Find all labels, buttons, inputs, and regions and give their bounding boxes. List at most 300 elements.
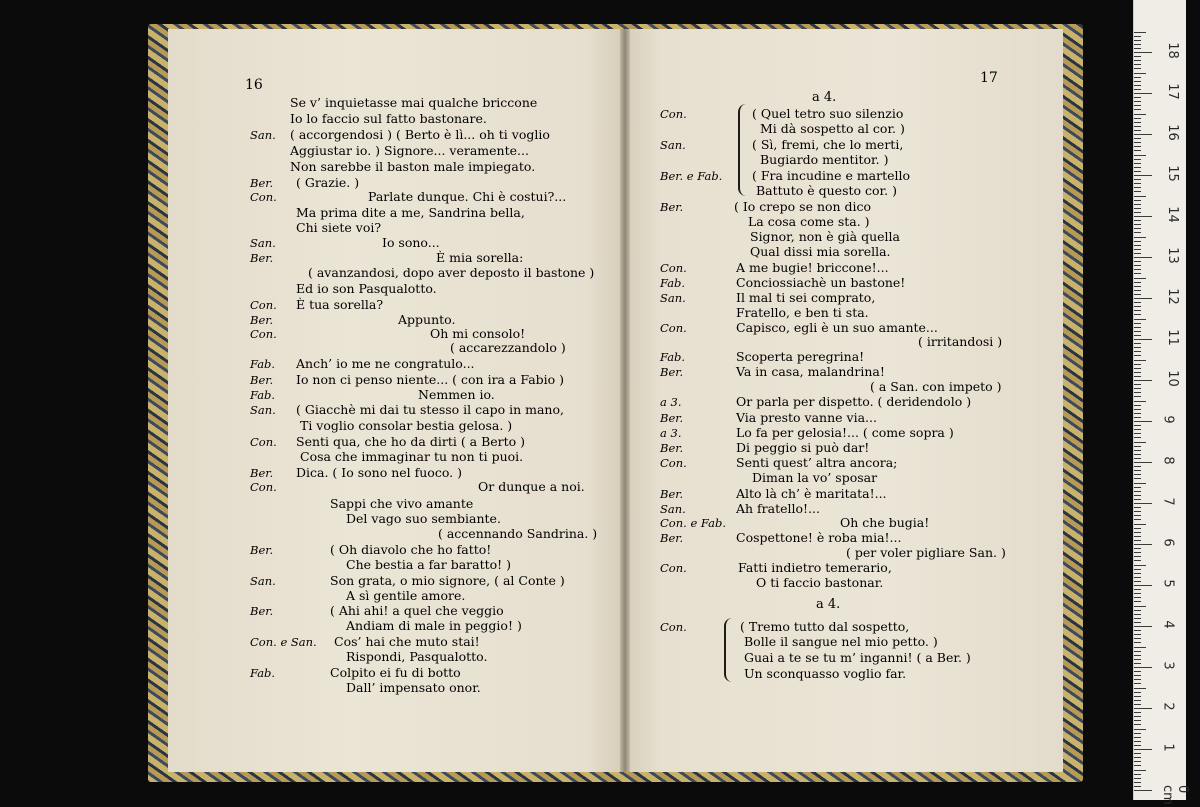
ruler-label: 7	[1160, 497, 1176, 506]
ruler-tick	[1134, 720, 1141, 721]
ruler-tick	[1134, 470, 1141, 471]
right-speaker-label: San.	[660, 291, 686, 305]
ruler-tick	[1134, 409, 1141, 410]
ruler-tick	[1134, 52, 1152, 53]
left-page-number: 16	[245, 77, 263, 93]
ruler-tick	[1134, 60, 1141, 61]
right-verse-line: Qual dissi mia sorella.	[750, 244, 891, 259]
ruler-tick	[1134, 667, 1152, 668]
ruler-tick	[1134, 126, 1141, 127]
left-verse-line: ( accennando Sandrina. )	[438, 526, 598, 541]
ruler-tick	[1134, 724, 1141, 725]
ruler-tick	[1134, 782, 1141, 783]
right-speaker-label: Ber.	[660, 411, 684, 425]
ruler-tick	[1134, 286, 1141, 287]
ruler-tick	[1134, 524, 1146, 525]
right-speaker-label: Con. e Fab.	[660, 516, 726, 530]
ruler-tick	[1134, 749, 1152, 750]
ruler-tick	[1134, 487, 1141, 488]
left-speaker-label: San.	[250, 403, 276, 417]
right-verse-line: Bolle il sangue nel mio petto. )	[744, 634, 938, 649]
ruler-tick	[1134, 532, 1141, 533]
ruler-tick	[1134, 237, 1146, 238]
right-verse-line: Capisco, egli è un suo amante...	[736, 320, 938, 335]
ruler-tick	[1134, 437, 1141, 438]
book-gutter	[620, 29, 630, 772]
ruler-tick	[1134, 187, 1141, 188]
left-speaker-label: Fab.	[250, 666, 276, 680]
ruler-tick	[1134, 167, 1141, 168]
ruler-tick	[1134, 220, 1141, 221]
ruler-tick	[1134, 118, 1141, 119]
ruler-tick	[1134, 745, 1141, 746]
right-verse-line: Senti quest’ altra ancora;	[736, 455, 898, 470]
ruler-tick	[1134, 708, 1152, 709]
ensemble-heading-top: a 4.	[812, 90, 837, 105]
ruler-tick	[1134, 81, 1141, 82]
left-verse-line: Ed io son Pasqualotto.	[296, 281, 437, 296]
right-speaker-label: San.	[660, 138, 686, 152]
ruler-tick	[1134, 269, 1141, 270]
right-verse-line: ( Fra incudine e martello	[752, 168, 911, 183]
ruler-tick	[1134, 528, 1141, 529]
ruler-tick	[1134, 552, 1141, 553]
ruler-tick	[1134, 343, 1141, 344]
ruler-tick	[1134, 364, 1141, 365]
ruler-tick	[1134, 601, 1141, 602]
ruler-tick	[1134, 36, 1141, 37]
left-speaker-label: Con.	[250, 298, 277, 312]
ruler-label: 2	[1160, 702, 1176, 711]
ruler-tick	[1134, 642, 1141, 643]
ruler-tick	[1134, 737, 1141, 738]
ruler-tick	[1134, 458, 1141, 459]
right-verse-line: ( Sì, fremi, che lo merti,	[752, 137, 904, 152]
ruler-tick	[1134, 183, 1141, 184]
ruler-tick	[1134, 319, 1146, 320]
ruler-tick	[1134, 560, 1141, 561]
ruler-tick	[1134, 433, 1141, 434]
ruler-tick	[1134, 692, 1141, 693]
ruler-tick	[1134, 138, 1141, 139]
left-verse-line: Non sarebbe il baston male impiegato.	[290, 159, 536, 174]
ruler-tick	[1134, 655, 1141, 656]
ruler-label: 14	[1164, 206, 1180, 223]
ruler-tick	[1134, 175, 1152, 176]
ruler-tick	[1134, 585, 1152, 586]
ruler-tick	[1134, 232, 1141, 233]
ruler-tick	[1134, 323, 1141, 324]
ruler-tick	[1134, 659, 1141, 660]
ruler-tick	[1134, 130, 1141, 131]
right-speaker-label: Ber.	[660, 487, 684, 501]
left-verse-line: Son grata, o mio signore, ( al Conte )	[330, 573, 565, 588]
ruler-tick	[1134, 704, 1141, 705]
ruler-tick	[1134, 753, 1141, 754]
right-verse-line: Lo fa per gelosia!... ( come sopra )	[736, 425, 954, 440]
ruler-tick	[1134, 548, 1141, 549]
left-verse-line: È tua sorella?	[296, 297, 384, 312]
left-verse-line: Or dunque a noi.	[478, 479, 585, 494]
ruler-tick	[1134, 442, 1146, 443]
ruler-tick	[1134, 507, 1141, 508]
ruler-tick	[1134, 417, 1141, 418]
left-speaker-label: Ber.	[250, 313, 274, 327]
ruler-tick	[1134, 519, 1141, 520]
ruler-tick	[1134, 663, 1141, 664]
ruler-tick	[1134, 679, 1141, 680]
ruler-tick	[1134, 474, 1141, 475]
ruler-tick	[1134, 446, 1141, 447]
ruler-tick	[1134, 589, 1141, 590]
ruler-tick	[1134, 339, 1152, 340]
right-page-number: 17	[980, 70, 998, 86]
ruler-tick	[1134, 146, 1141, 147]
ruler-tick	[1134, 593, 1141, 594]
ruler-tick	[1134, 32, 1146, 33]
ruler-label: 8	[1160, 456, 1176, 465]
right-verse-line: Alto là ch’ è maritata!...	[736, 486, 887, 501]
ruler-tick	[1134, 462, 1152, 463]
left-verse-line: Cosa che immaginar tu non ti puoi.	[300, 449, 524, 464]
ruler-tick	[1134, 647, 1146, 648]
ensemble-brace-bottom	[724, 618, 734, 682]
ruler-tick	[1134, 278, 1146, 279]
ruler-tick	[1134, 196, 1146, 197]
ruler-tick	[1134, 618, 1141, 619]
ruler-tick	[1134, 155, 1146, 156]
left-verse-line: Ti voglio consolar bestia gelosa. )	[300, 418, 513, 433]
ruler-tick	[1134, 478, 1141, 479]
ruler-tick	[1134, 228, 1141, 229]
ruler-tick	[1134, 347, 1141, 348]
ruler-tick	[1134, 282, 1141, 283]
ruler-tick	[1134, 425, 1141, 426]
ensemble-brace-top	[738, 104, 748, 196]
left-verse-line: Rispondi, Pasqualotto.	[346, 649, 488, 664]
ruler-label: 6	[1160, 538, 1176, 547]
left-speaker-label: Fab.	[250, 388, 276, 402]
ruler-tick	[1134, 200, 1141, 201]
left-speaker-label: Con.	[250, 435, 277, 449]
ruler-tick	[1134, 761, 1141, 762]
left-speaker-label: San.	[250, 236, 276, 250]
left-speaker-label: Con. e San.	[250, 635, 317, 649]
left-verse-line: A sì gentile amore.	[346, 588, 466, 603]
ruler-tick	[1134, 150, 1141, 151]
ruler-tick	[1134, 556, 1141, 557]
ruler-tick	[1134, 499, 1141, 500]
ruler-label: 17	[1164, 83, 1180, 100]
ruler-tick	[1134, 249, 1141, 250]
ruler-tick	[1134, 729, 1146, 730]
ruler-label: 13	[1164, 247, 1180, 264]
left-verse-line: Chi siete voi?	[296, 220, 382, 235]
ruler-tick	[1134, 134, 1152, 135]
right-verse-line: Scoperta peregrina!	[736, 349, 865, 364]
right-speaker-label: a 3.	[660, 426, 682, 440]
ruler-tick	[1134, 114, 1146, 115]
ruler-label: 5	[1160, 579, 1176, 588]
ruler-tick	[1134, 466, 1141, 467]
ruler-tick	[1134, 577, 1141, 578]
left-speaker-label: Ber.	[250, 543, 274, 557]
right-verse-line: Guai a te se tu m’ inganni! ( a Ber. )	[744, 650, 971, 665]
left-verse-line: ( accarezzandolo )	[450, 340, 566, 355]
right-verse-line: A me bugie! briccone!...	[736, 260, 889, 275]
right-verse-line: Fatti indietro temerario,	[738, 560, 892, 575]
right-verse-line: Fratello, e ben ti sta.	[736, 305, 869, 320]
left-verse-line: Senti qua, che ho da dirti ( a Berto )	[296, 434, 526, 449]
ruler-tick	[1134, 392, 1141, 393]
left-verse-line: Cos’ hai che muto stai!	[334, 634, 480, 649]
ruler-tick	[1134, 97, 1141, 98]
ruler-tick	[1134, 77, 1141, 78]
ruler-tick	[1134, 774, 1141, 775]
ruler-label: 4	[1160, 620, 1176, 629]
ruler-tick	[1134, 40, 1141, 41]
ruler-tick	[1134, 310, 1141, 311]
ruler-tick	[1134, 257, 1152, 258]
right-verse-line: Bugiardo mentitor. )	[760, 152, 889, 167]
left-verse-line: Se v’ inquietasse mai qualche briccone	[290, 95, 538, 110]
left-speaker-label: Fab.	[250, 357, 276, 371]
ruler-tick	[1134, 109, 1141, 110]
measuring-ruler	[1133, 0, 1190, 805]
ruler-tick	[1134, 503, 1152, 504]
ruler-label: 3	[1160, 661, 1176, 670]
right-verse-line: Conciossiachè un bastone!	[736, 275, 906, 290]
ruler-tick	[1134, 273, 1141, 274]
right-verse-line: Oh che bugia!	[840, 515, 930, 530]
ruler-tick	[1134, 696, 1141, 697]
ruler-tick	[1134, 376, 1141, 377]
right-verse-line: Va in casa, malandrina!	[736, 364, 885, 379]
ruler-tick	[1134, 380, 1152, 381]
ruler-tick	[1134, 483, 1146, 484]
ruler-tick	[1134, 396, 1141, 397]
right-verse-line: La cosa come sta. )	[748, 214, 870, 229]
right-verse-line: Cospettone! è roba mia!...	[736, 530, 902, 545]
ruler-tick	[1134, 355, 1141, 356]
left-speaker-label: Con.	[250, 327, 277, 341]
right-verse-line: Il mal ti sei comprato,	[736, 290, 876, 305]
ruler-tick	[1134, 351, 1141, 352]
ruler-tick	[1134, 778, 1141, 779]
right-verse-line: Or parla per dispetto. ( deridendolo )	[736, 394, 972, 409]
right-speaker-label: Ber. e Fab.	[660, 169, 723, 183]
ruler-tick	[1134, 757, 1141, 758]
left-verse-line: Sappi che vivo amante	[330, 496, 474, 511]
left-verse-line: Dall’ impensato onor.	[346, 680, 481, 695]
ruler-tick	[1134, 204, 1141, 205]
ruler-tick	[1134, 536, 1141, 537]
ruler-tick	[1134, 224, 1141, 225]
ruler-tick	[1134, 626, 1152, 627]
ruler-tick	[1134, 610, 1141, 611]
left-verse-line: Del vago suo sembiante.	[346, 511, 501, 526]
ruler-tick	[1134, 388, 1141, 389]
ruler-tick	[1134, 491, 1141, 492]
right-verse-line: Un sconquasso voglio far.	[744, 666, 907, 681]
ruler-tick	[1134, 515, 1141, 516]
ruler-label: 12	[1164, 288, 1180, 305]
ruler-tick	[1134, 44, 1141, 45]
ruler-tick	[1134, 105, 1141, 106]
ruler-tick	[1134, 48, 1141, 49]
left-speaker-label: Ber.	[250, 466, 274, 480]
ruler-tick	[1134, 741, 1141, 742]
ruler-tick	[1134, 68, 1141, 69]
right-speaker-label: Ber.	[660, 365, 684, 379]
left-verse-line: Ma prima dite a me, Sandrina bella,	[296, 205, 525, 220]
ruler-tick	[1134, 171, 1141, 172]
left-verse-line: Oh mi consolo!	[430, 326, 526, 341]
ruler-tick	[1134, 265, 1141, 266]
ruler-tick	[1134, 770, 1146, 771]
ruler-tick	[1134, 64, 1141, 65]
ruler-tick	[1134, 179, 1141, 180]
ruler-tick	[1134, 634, 1141, 635]
ruler-tick	[1134, 688, 1146, 689]
right-speaker-label: San.	[660, 502, 686, 516]
right-speaker-label: Ber.	[660, 441, 684, 455]
ruler-tick	[1134, 651, 1141, 652]
left-verse-line: Andiam di male in peggio! )	[346, 618, 522, 633]
ruler-tick	[1134, 405, 1141, 406]
ruler-tick	[1134, 413, 1141, 414]
right-speaker-label: Ber.	[660, 200, 684, 214]
left-verse-line: ( Oh diavolo che ho fatto!	[330, 542, 492, 557]
left-speaker-label: San.	[250, 128, 276, 142]
ruler-tick	[1134, 544, 1152, 545]
ruler-tick	[1134, 159, 1141, 160]
left-verse-line: Anch’ io me ne congratulo...	[296, 356, 475, 371]
ruler-tick	[1134, 294, 1141, 295]
right-verse-line: Di peggio si può dar!	[736, 440, 870, 455]
left-verse-line: ( Giacchè mi dai tu stesso il capo in mano,	[296, 402, 564, 417]
ruler-tick	[1134, 212, 1141, 213]
ruler-tick	[1134, 331, 1141, 332]
ruler-tick	[1134, 85, 1141, 86]
left-speaker-label: Ber.	[250, 373, 274, 387]
right-speaker-label: Con.	[660, 107, 687, 121]
ruler-label: 16	[1164, 124, 1180, 141]
ruler-tick	[1134, 622, 1141, 623]
ruler-tick	[1134, 511, 1141, 512]
ruler-label: 18	[1164, 42, 1180, 59]
ruler-tick	[1134, 327, 1141, 328]
left-speaker-label: Ber.	[250, 604, 274, 618]
right-speaker-label: Con.	[660, 456, 687, 470]
ruler-tick	[1134, 56, 1141, 57]
ruler-label: 1	[1160, 743, 1176, 752]
left-verse-line: ( Grazie. )	[296, 175, 360, 190]
ruler-tick	[1134, 565, 1146, 566]
ruler-tick	[1134, 683, 1141, 684]
right-speaker-label: Ber.	[660, 531, 684, 545]
left-verse-line: ( avanzandosi, dopo aver deposto il bastone )	[308, 265, 595, 280]
ruler-tick	[1134, 716, 1141, 717]
left-speaker-label: Con.	[250, 190, 277, 204]
ruler-tick	[1134, 675, 1141, 676]
ruler-tick	[1134, 142, 1141, 143]
ruler-tick	[1134, 638, 1141, 639]
ruler-tick	[1134, 450, 1141, 451]
left-verse-line: Dica. ( Io sono nel fuoco. )	[296, 465, 462, 480]
ruler-tick	[1134, 368, 1141, 369]
right-speaker-label: Con.	[660, 561, 687, 575]
right-verse-line: ( a San. con impeto )	[870, 379, 1002, 394]
right-verse-line: ( Quel tetro suo silenzio	[752, 106, 904, 121]
right-verse-line: O ti faccio bastonar.	[756, 575, 884, 590]
right-speaker-label: a 3.	[660, 395, 682, 409]
left-verse-line: Io lo faccio sul fatto bastonare.	[290, 111, 487, 126]
ruler-tick	[1134, 712, 1141, 713]
ruler-tick	[1134, 790, 1152, 791]
left-verse-line: Colpito ei fu di botto	[330, 665, 461, 680]
ruler-label: 10	[1164, 370, 1180, 387]
ruler-tick	[1134, 93, 1152, 94]
ruler-tick	[1134, 163, 1141, 164]
right-speaker-label: Con.	[660, 261, 687, 275]
ruler-tick	[1134, 245, 1141, 246]
ruler-tick	[1134, 384, 1141, 385]
ruler-tick	[1134, 429, 1141, 430]
right-verse-line: Diman la vo’ sposar	[752, 470, 878, 485]
ruler-tick	[1134, 421, 1152, 422]
left-speaker-label: Ber.	[250, 176, 274, 190]
ruler-tick	[1134, 241, 1141, 242]
right-verse-line: ( per voler pigliare San. )	[846, 545, 1006, 560]
left-verse-line: Io non ci penso niente... ( con ira a Fabio )	[296, 372, 565, 387]
ruler-tick	[1134, 89, 1141, 90]
ruler-tick	[1134, 671, 1141, 672]
ruler-tick	[1134, 454, 1141, 455]
ruler-tick	[1134, 360, 1146, 361]
right-speaker-label: Fab.	[660, 350, 686, 364]
ruler-tick	[1134, 765, 1141, 766]
left-verse-line: Appunto.	[398, 312, 456, 327]
ruler-tick	[1134, 122, 1141, 123]
left-verse-line: Io sono...	[382, 235, 440, 250]
ruler-label: 15	[1164, 165, 1180, 182]
ruler-tick	[1134, 306, 1141, 307]
ruler-tick	[1134, 606, 1146, 607]
ensemble-heading-bottom: a 4.	[816, 597, 841, 612]
right-speaker-label: Con.	[660, 321, 687, 335]
ruler-tick	[1134, 335, 1141, 336]
ruler-tick	[1134, 73, 1146, 74]
right-verse-line: Via presto vanne via...	[736, 410, 877, 425]
ruler-tick	[1134, 540, 1141, 541]
ruler-tick	[1134, 290, 1141, 291]
left-speaker-label: Ber.	[250, 251, 274, 265]
left-verse-line: Nemmen io.	[418, 387, 495, 402]
right-speaker-label: Fab.	[660, 276, 686, 290]
ruler-tick	[1134, 700, 1141, 701]
ruler-tick	[1134, 786, 1141, 787]
left-verse-line: Aggiustar io. ) Signore... veramente...	[290, 143, 529, 158]
ruler-tick	[1134, 216, 1152, 217]
right-verse-line: Signor, non è già quella	[750, 229, 900, 244]
right-verse-line: Ah fratello!...	[736, 501, 820, 516]
ruler-tick	[1134, 495, 1141, 496]
ruler-tick	[1134, 614, 1141, 615]
left-verse-line: ( accorgendosi ) ( Berto è lì... oh ti voglio	[290, 127, 550, 142]
right-verse-line: ( Io crepo se non dico	[734, 199, 872, 214]
ruler-tick	[1134, 101, 1141, 102]
